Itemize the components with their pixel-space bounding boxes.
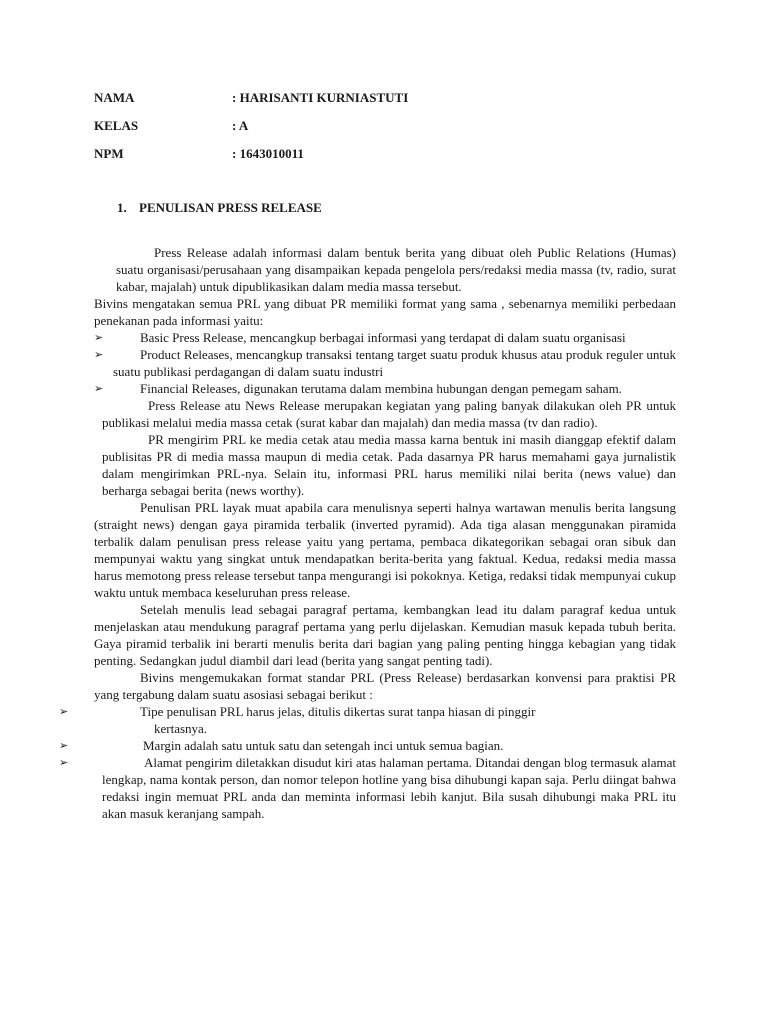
header-value: : HARISANTI KURNIASTUTI bbox=[232, 90, 409, 105]
section-heading bbox=[117, 199, 322, 216]
list-item-text: Alamat pengirim diletakkan disudut kiri atas halaman pertama. Ditandai dengan blog termasuk alamat lengkap, nama kontak person, dan nomor telepon hotline yang bisa dihubungi kapan saja. Perlu diingat bahwa redaksi ingin memuat PRL anda dan meminta informasi lebih kanjut. Bila susah dihubungi maka PRL itu akan masuk keranjang sampah. bbox=[102, 755, 676, 821]
arrowhead-bullet-icon: ➢ bbox=[94, 382, 104, 395]
list-item-text: Margin adalah satu untuk satu dan setengah inci untuk semua bagian. bbox=[143, 738, 504, 753]
list-item-text: Product Releases, mencangkup transaksi tentang target suatu produk khusus atau produk reguler untuk suatu publikasi perdagangan di dalam suatu industri bbox=[113, 347, 676, 379]
section-title: PENULISAN PRESS RELEASE bbox=[139, 200, 322, 215]
list-item bbox=[59, 754, 676, 822]
list-item bbox=[94, 380, 676, 397]
paragraph-3: Press Release atu News Release merupakan kegiatan yang paling banyak dilakukan oleh PR untuk publikasi melalui media massa cetak (surat kabar dan majalah) dan media massa (tv dan radio). bbox=[102, 398, 676, 430]
paragraph-2: Bivins mengatakan semua PRL yang dibuat PR memiliki format yang sama , sebenarnya memiliki perbedaan penekanan pada informasi yaitu: bbox=[94, 296, 676, 328]
list-item-text: Basic Press Release, mencangkup berbagai informasi yang terdapat di dalam suatu organisasi bbox=[140, 330, 626, 345]
arrowhead-bullet-icon: ➢ bbox=[94, 331, 104, 344]
header-label: KELAS bbox=[94, 118, 139, 133]
list-item-line: kertasnya. bbox=[154, 721, 208, 736]
list-item bbox=[59, 737, 676, 754]
header-label: NAMA bbox=[94, 90, 135, 105]
list-item-text bbox=[94, 703, 676, 737]
paragraph-4: PR mengirim PRL ke media cetak atau media massa karna bentuk ini masih dianggap efektif dalam publisitas PR di media massa maupun di media cetak. Pada dasarnya PR harus memahami gaya jurnalistik dalam mengirimkan PRL-nya. Selain itu, informasi PRL harus memiliki nilai berita (news value) dan berharga sebagai berita (news worthy). bbox=[102, 432, 676, 498]
section-number: 1. bbox=[117, 200, 127, 215]
header-label: NPM bbox=[94, 146, 124, 161]
list-item bbox=[59, 703, 676, 737]
paragraph-1: Press Release adalah informasi dalam bentuk berita yang dibuat oleh Public Relations (Humas) suatu organisasi/perusahaan yang disampaikan kepada pengelola pers/redaksi media massa (tv, radio, surat kabar, majalah) untuk dipublikasikan dalam media massa tersebut. bbox=[116, 245, 676, 294]
arrowhead-bullet-icon: ➢ bbox=[59, 705, 69, 718]
arrowhead-bullet-icon: ➢ bbox=[94, 348, 104, 361]
header-value: : A bbox=[232, 118, 249, 133]
paragraph-6: Setelah menulis lead sebagai paragraf pertama, kembangkan lead itu dalam paragraf kedua untuk menjelaskan atau mendukung paragraf pertama yang perlu dijelaskan. Kemudian masuk kepada tubuh berita. Gaya piramid terbalik ini berarti menulis berita dari bagian yang paling penting hingga kebagian yang tidak penting. Sedangkan judul diambil dari lead (berita yang sangat penting tadi). bbox=[94, 602, 676, 668]
header-value: : 1643010011 bbox=[232, 146, 304, 161]
list-item-text: Financial Releases, digunakan terutama dalam membina hubungan dengan pemegam saham. bbox=[140, 381, 622, 396]
paragraph-7: Bivins mengemukakan format standar PRL (Press Release) berdasarkan konvensi para praktisi PR yang tergabung dalam suatu asosiasi sebagai berikut : bbox=[94, 670, 676, 702]
list-item-line: Tipe penulisan PRL harus jelas, ditulis dikertas surat tanpa hiasan di pinggir bbox=[140, 704, 536, 719]
arrowhead-bullet-icon: ➢ bbox=[59, 739, 69, 752]
list-item bbox=[94, 329, 676, 346]
paragraph-5: Penulisan PRL layak muat apabila cara menulisnya seperti halnya wartawan menulis berita langsung (straight news) dengan gaya piramida terbalik (inverted pyramid). Ada tiga alasan menggunakan piramida terbalik dalam penulisan press release yaitu yang pertama, pembaca dikategorikan sebagai oran sibuk dan mempunyai waktu yang singkat untuk mendapatkan berita-berita yang faktual. Kedua, redaksi media massa harus memotong press release tersebut tanpa mengurangi isi pokoknya. Ketiga, redaksi tidak mempunyai cukup waktu untuk membaca keseluruhan press release. bbox=[94, 500, 676, 600]
arrowhead-bullet-icon: ➢ bbox=[59, 756, 69, 769]
list-item bbox=[94, 346, 676, 380]
document-body bbox=[59, 244, 676, 822]
